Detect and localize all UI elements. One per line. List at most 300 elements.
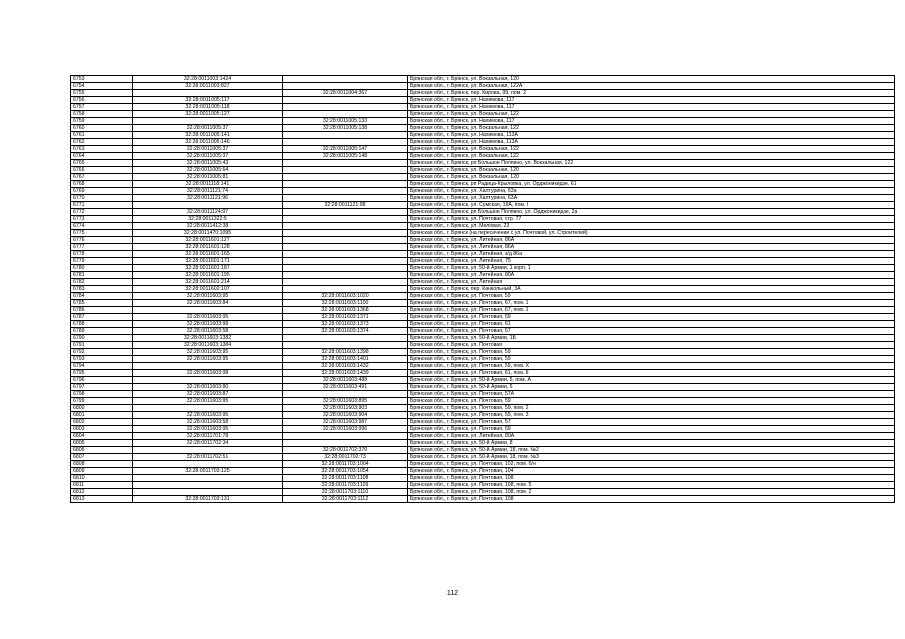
object-cadastral-number-cell: 32:28:0011603:1401 <box>283 356 408 363</box>
address-cell: Брянская обл., г. Брянск, ул. Литейная, 75 <box>408 258 895 265</box>
row-number-cell: 6765 <box>71 160 133 167</box>
table-row <box>71 279 895 286</box>
row-number-cell: 6781 <box>71 272 133 279</box>
table-row <box>71 132 895 139</box>
table-row <box>71 300 895 307</box>
table-row <box>71 209 895 216</box>
object-cadastral-number-cell <box>283 433 408 440</box>
table-row <box>71 97 895 104</box>
address-cell: Брянская обл., г. Брянск, ул. Почтовая, 104 <box>408 468 895 475</box>
table-row <box>71 237 895 244</box>
object-cadastral-number-cell: 32:28:0011703:1054 <box>283 468 408 475</box>
address-cell: Брянская обл., г. Брянск, ул. Вокзальная, 122 <box>408 125 895 132</box>
table-row <box>71 111 895 118</box>
row-number-cell: 6779 <box>71 258 133 265</box>
address-cell: Брянская обл., г. Брянск, ул. Почтовая, 59 <box>408 426 895 433</box>
row-number-cell: 6800 <box>71 405 133 412</box>
table-row <box>71 440 895 447</box>
land-cadastral-number-cell: 32:28:0011005:146 <box>133 139 283 146</box>
address-cell: Брянская обл., г. Брянск, ул. Почтовая, 67, пом. 1 <box>408 300 895 307</box>
address-cell: Брянская обл., г. Брянск, ул. Литейная, 86А <box>408 237 895 244</box>
table-row <box>71 286 895 293</box>
table-row <box>71 461 895 468</box>
table-row <box>71 363 895 370</box>
land-cadastral-number-cell: 32:28:0011118:141 <box>133 181 283 188</box>
land-cadastral-number-cell: 32:28:0011603:98 <box>133 321 283 328</box>
object-cadastral-number-cell <box>283 111 408 118</box>
row-number-cell: 6776 <box>71 237 133 244</box>
table-row <box>71 412 895 419</box>
land-cadastral-number-cell: 32:28:0011322:5 <box>133 216 283 223</box>
land-cadastral-number-cell: 32:28:0011005:127 <box>133 111 283 118</box>
table-row <box>71 153 895 160</box>
table-row <box>71 272 895 279</box>
address-cell: Брянская обл., г. Брянск, ул. Меловая, 23 <box>408 223 895 230</box>
land-cadastral-number-cell: 32:28:0011603:1382 <box>133 335 283 342</box>
row-number-cell: 6811 <box>71 482 133 489</box>
object-cadastral-number-cell <box>283 230 408 237</box>
address-cell: Брянская обл., г. Брянск, ул. Почтовая, 59, пом. 3 <box>408 412 895 419</box>
land-cadastral-number-cell: 32:28:0011121:74 <box>133 188 283 195</box>
table-row <box>71 181 895 188</box>
address-cell: Брянская обл., г. Брянск, ул. Вокзальная, 120 <box>408 76 895 83</box>
table-row <box>71 496 895 503</box>
row-number-cell: 6810 <box>71 475 133 482</box>
land-cadastral-number-cell <box>133 202 283 209</box>
row-number-cell: 6783 <box>71 286 133 293</box>
object-cadastral-number-cell: 32:28:0011603:1374 <box>283 328 408 335</box>
property-table-body <box>71 76 895 503</box>
row-number-cell: 6772 <box>71 209 133 216</box>
table-row <box>71 125 895 132</box>
row-number-cell: 6795 <box>71 370 133 377</box>
land-cadastral-number-cell: 32:28:0011603:95 <box>133 398 283 405</box>
address-cell: Брянская обл., г. Брянск, ул. Почтовая, 67, пом. 1 <box>408 307 895 314</box>
row-number-cell: 6767 <box>71 174 133 181</box>
land-cadastral-number-cell <box>133 461 283 468</box>
table-row <box>71 146 895 153</box>
object-cadastral-number-cell: 32:28:0011603:1439 <box>283 370 408 377</box>
land-cadastral-number-cell: 32:28:0011124:97 <box>133 209 283 216</box>
object-cadastral-number-cell: 32:28:0011004:367 <box>283 90 408 97</box>
table-row <box>71 489 895 496</box>
table-row <box>71 167 895 174</box>
land-cadastral-number-cell: 32:28:0011601:171 <box>133 258 283 265</box>
row-number-cell: 6764 <box>71 153 133 160</box>
row-number-cell: 6769 <box>71 188 133 195</box>
address-cell: Брянская обл., г. Брянск, ул. Почтовая, 108, пом. 5 <box>408 482 895 489</box>
table-row <box>71 174 895 181</box>
row-number-cell: 6801 <box>71 412 133 419</box>
row-number-cell: 6760 <box>71 125 133 132</box>
land-cadastral-number-cell: 32:28:0011603:58 <box>133 328 283 335</box>
table-row <box>71 230 895 237</box>
table-row <box>71 160 895 167</box>
address-cell: Брянская обл., г. Брянск, рп Большое Полпино, ул. Вокзальная, 122 <box>408 160 895 167</box>
object-cadastral-number-cell: 32:28:0011703:1110 <box>283 489 408 496</box>
address-cell: Брянская обл., г. Брянск, ул. Почтовая, 108 <box>408 475 895 482</box>
object-cadastral-number-cell <box>283 181 408 188</box>
object-cadastral-number-cell <box>283 279 408 286</box>
table-row <box>71 139 895 146</box>
object-cadastral-number-cell: 32:28:0011603:996 <box>283 426 408 433</box>
row-number-cell: 6787 <box>71 314 133 321</box>
address-cell: Брянская обл., г. Брянск, ул. Почтовая, 59 <box>408 314 895 321</box>
table-row <box>71 349 895 356</box>
object-cadastral-number-cell <box>283 265 408 272</box>
table-row <box>71 391 895 398</box>
object-cadastral-number-cell <box>283 188 408 195</box>
row-number-cell: 6753 <box>71 76 133 83</box>
row-number-cell: 6757 <box>71 104 133 111</box>
row-number-cell: 6777 <box>71 244 133 251</box>
row-number-cell: 6756 <box>71 97 133 104</box>
table-row <box>71 321 895 328</box>
object-cadastral-number-cell <box>283 237 408 244</box>
land-cadastral-number-cell <box>133 307 283 314</box>
object-cadastral-number-cell: 32:28:0011603:1020 <box>283 293 408 300</box>
object-cadastral-number-cell <box>283 391 408 398</box>
row-number-cell: 6798 <box>71 391 133 398</box>
address-cell: Брянская обл., г. Брянск, ул. Вокзальная, 120 <box>408 167 895 174</box>
land-cadastral-number-cell: 32:28:0011702:34 <box>133 440 283 447</box>
row-number-cell: 6761 <box>71 132 133 139</box>
table-row <box>71 293 895 300</box>
address-cell: Брянская обл., г. Брянск, ул. 50-й Армии, 18, пом. №3 <box>408 454 895 461</box>
land-cadastral-number-cell <box>133 482 283 489</box>
row-number-cell: 6789 <box>71 328 133 335</box>
row-number-cell: 6775 <box>71 230 133 237</box>
page-number: 112 <box>446 590 459 597</box>
row-number-cell: 6809 <box>71 468 133 475</box>
land-cadastral-number-cell: 32:28:0011703:125 <box>133 468 283 475</box>
object-cadastral-number-cell: 32:28:0011603:895 <box>283 398 408 405</box>
address-cell: Брянская обл., г. Брянск, рп Большое Полпино, ул. Орджоникидзе, 2а <box>408 209 895 216</box>
object-cadastral-number-cell: 32:28:0011603:904 <box>283 412 408 419</box>
table-row <box>71 104 895 111</box>
row-number-cell: 6802 <box>71 419 133 426</box>
row-number-cell: 6771 <box>71 202 133 209</box>
address-cell: Брянская обл., г. Брянск, ул. Почтовая, 108, пом. 2 <box>408 489 895 496</box>
address-cell: Брянская обл., г. Брянск, ул. Литейная, з/д 86а <box>408 251 895 258</box>
row-number-cell: 6758 <box>71 111 133 118</box>
object-cadastral-number-cell <box>283 104 408 111</box>
row-number-cell: 6808 <box>71 461 133 468</box>
address-cell: Брянская обл., г. Брянск, ул. Нахимова, 113А <box>408 139 895 146</box>
address-cell: Брянская обл., г. Брянск, ул. 50-й Армии, 5 <box>408 384 895 391</box>
address-cell: Брянская обл., г. Брянск, ул. Нахимова, 117 <box>408 104 895 111</box>
table-row <box>71 195 895 202</box>
address-cell: Брянская обл., г. Брянск, ул. Почтовая, 57 <box>408 328 895 335</box>
land-cadastral-number-cell <box>133 363 283 370</box>
land-cadastral-number-cell <box>133 489 283 496</box>
row-number-cell: 6785 <box>71 300 133 307</box>
row-number-cell: 6790 <box>71 335 133 342</box>
object-cadastral-number-cell <box>283 76 408 83</box>
land-cadastral-number-cell: 32:28:0011412:38 <box>133 223 283 230</box>
table-row <box>71 370 895 377</box>
object-cadastral-number-cell <box>283 139 408 146</box>
land-cadastral-number-cell: 32:28:0011603:1384 <box>133 342 283 349</box>
land-cadastral-number-cell: 32:28:0011005:37 <box>133 153 283 160</box>
row-number-cell: 6766 <box>71 167 133 174</box>
table-row <box>71 90 895 97</box>
row-number-cell: 6778 <box>71 251 133 258</box>
table-row <box>71 356 895 363</box>
object-cadastral-number-cell: 32:28:0011603:1100 <box>283 300 408 307</box>
table-row <box>71 307 895 314</box>
object-cadastral-number-cell <box>283 160 408 167</box>
table-row <box>71 118 895 125</box>
object-cadastral-number-cell <box>283 223 408 230</box>
land-cadastral-number-cell: 32:28:0011603:95 <box>133 412 283 419</box>
row-number-cell: 6759 <box>71 118 133 125</box>
row-number-cell: 6799 <box>71 398 133 405</box>
address-cell: Брянская обл., г. Брянск, ул. Почтовая, 61 <box>408 321 895 328</box>
address-cell: Брянская обл., г. Брянск, ул. Почтовая, 59 <box>408 398 895 405</box>
row-number-cell: 6804 <box>71 433 133 440</box>
address-cell: Брянская обл., г. Брянск, ул. Почтовая, 59 <box>408 293 895 300</box>
table-row <box>71 244 895 251</box>
land-cadastral-number-cell: 32:28:0011005:43 <box>133 160 283 167</box>
address-cell: Брянская обл., г. Брянск, ул. 50-й Армии, 1Б <box>408 335 895 342</box>
object-cadastral-number-cell: 32:28:0011005:138 <box>283 125 408 132</box>
object-cadastral-number-cell: 32:28:0011603:488 <box>283 377 408 384</box>
land-cadastral-number-cell <box>133 475 283 482</box>
row-number-cell: 6780 <box>71 265 133 272</box>
object-cadastral-number-cell <box>283 342 408 349</box>
table-row <box>71 335 895 342</box>
object-cadastral-number-cell <box>283 244 408 251</box>
address-cell: Брянская обл., г. Брянск, ул. Литейная, 86А <box>408 244 895 251</box>
row-number-cell: 6788 <box>71 321 133 328</box>
table-row <box>71 251 895 258</box>
address-cell: Брянская обл., г. Брянск, ул. 50-й Армии, 5, пом. А <box>408 377 895 384</box>
object-cadastral-number-cell <box>283 83 408 90</box>
row-number-cell: 6796 <box>71 377 133 384</box>
address-cell: Брянская обл., г. Брянск, ул. Вокзальная, 122 <box>408 153 895 160</box>
land-cadastral-number-cell: 32:28:0011005:118 <box>133 104 283 111</box>
land-cadastral-number-cell: 32:28:0011603:58 <box>133 419 283 426</box>
object-cadastral-number-cell <box>283 167 408 174</box>
row-number-cell: 6786 <box>71 307 133 314</box>
address-cell: Брянская обл., г. Брянск, ул. Почтовая, 61, пом. II <box>408 370 895 377</box>
row-number-cell: 6793 <box>71 356 133 363</box>
address-cell: Брянская обл., г. Брянск, ул. Литейная <box>408 279 895 286</box>
object-cadastral-number-cell <box>283 251 408 258</box>
object-cadastral-number-cell: 32:28:0011702:370 <box>283 447 408 454</box>
table-row <box>71 454 895 461</box>
address-cell: Брянская обл., г. Брянск, ул. Литейная, 80А <box>408 272 895 279</box>
address-cell: Брянская обл., г. Брянск, ул. Вокзальная, 122 <box>408 146 895 153</box>
land-cadastral-number-cell <box>133 118 283 125</box>
object-cadastral-number-cell: 32:28:0011703:1004 <box>283 461 408 468</box>
land-cadastral-number-cell: 32:28:0011603:84 <box>133 300 283 307</box>
table-row <box>71 328 895 335</box>
land-cadastral-number-cell: 32:28:0011603:95 <box>133 314 283 321</box>
table-row <box>71 377 895 384</box>
address-cell: Брянская обл., г. Брянск, ул. Почтовая, 102, пом. б/н <box>408 461 895 468</box>
land-cadastral-number-cell: 32:28:0011701:78 <box>133 433 283 440</box>
land-cadastral-number-cell <box>133 90 283 97</box>
table-row <box>71 202 895 209</box>
table-row <box>71 433 895 440</box>
land-cadastral-number-cell: 32:28:0011601:214 <box>133 279 283 286</box>
object-cadastral-number-cell: 32:28:0011005:133 <box>283 118 408 125</box>
table-row <box>71 216 895 223</box>
table-row <box>71 188 895 195</box>
row-number-cell: 6755 <box>71 90 133 97</box>
address-cell: Брянская обл., г. Брянск, ул. Нахимова, 113А <box>408 132 895 139</box>
table-row <box>71 482 895 489</box>
land-cadastral-number-cell: 32:28:0011602:107 <box>133 286 283 293</box>
table-row <box>71 447 895 454</box>
row-number-cell: 6805 <box>71 440 133 447</box>
row-number-cell: 6813 <box>71 496 133 503</box>
object-cadastral-number-cell <box>283 195 408 202</box>
land-cadastral-number-cell: 32:28:0011603:95 <box>133 349 283 356</box>
object-cadastral-number-cell: 32:28:0011603:1432 <box>283 363 408 370</box>
address-cell: Брянская обл., г. Брянск, ул. Халтурина, 63А <box>408 195 895 202</box>
object-cadastral-number-cell: 32:28:0011603:1371 <box>283 314 408 321</box>
table-row <box>71 419 895 426</box>
table-row <box>71 426 895 433</box>
table-row <box>71 475 895 482</box>
address-cell: Брянская обл., г. Брянск, ул. Почтовая, 59 <box>408 356 895 363</box>
address-cell: Брянская обл., г. Брянск, ул. Вокзальная, 122А <box>408 83 895 90</box>
row-number-cell: 6774 <box>71 223 133 230</box>
address-cell: Брянская обл., г. Брянск, пер. Канкольный, 3А <box>408 286 895 293</box>
address-cell: Брянская обл., г. Брянск, пер. Кирова, 99, пом. 2 <box>408 90 895 97</box>
object-cadastral-number-cell: 32:28:0011703:1112 <box>283 496 408 503</box>
table-row <box>71 314 895 321</box>
address-cell: Брянская обл., г. Брянск, ул. 50-й Армии, 8 <box>408 440 895 447</box>
row-number-cell: 6762 <box>71 139 133 146</box>
object-cadastral-number-cell: 32:28:0011121:98 <box>283 202 408 209</box>
address-cell: Брянская обл., г. Брянск, ул. Почтовая, 59, пом. Х <box>408 363 895 370</box>
object-cadastral-number-cell: 32:28:0011603:491 <box>283 384 408 391</box>
object-cadastral-number-cell <box>283 209 408 216</box>
object-cadastral-number-cell: 32:28:0011703:1108 <box>283 475 408 482</box>
address-cell: Брянская обл., г. Брянск, ул. Почтовая, 57А <box>408 391 895 398</box>
address-cell: Брянская обл., г. Брянск, ул. Почтовая, стр. 77 <box>408 216 895 223</box>
object-cadastral-number-cell: 32:28:0011603:903 <box>283 405 408 412</box>
table-row <box>71 83 895 90</box>
land-cadastral-number-cell: 32:28:0011603:95 <box>133 293 283 300</box>
row-number-cell: 6782 <box>71 279 133 286</box>
land-cadastral-number-cell: 32:28:0011603:87 <box>133 391 283 398</box>
land-cadastral-number-cell: 32:28:0011603:95 <box>133 426 283 433</box>
land-cadastral-number-cell: 32:28:0011005:64 <box>133 167 283 174</box>
row-number-cell: 6754 <box>71 83 133 90</box>
object-cadastral-number-cell <box>283 272 408 279</box>
table-row <box>71 405 895 412</box>
address-cell: Брянская обл., г. Брянск, ул. Халтурина, 63а <box>408 188 895 195</box>
object-cadastral-number-cell: 32:28:0011005:148 <box>283 153 408 160</box>
row-number-cell: 6803 <box>71 426 133 433</box>
address-cell: Брянская обл., г. Брянск, ул. Литейная, 80А <box>408 433 895 440</box>
address-cell: Брянская обл., г. Брянск, ул. Сумская, 19А, пом. I <box>408 202 895 209</box>
object-cadastral-number-cell: 32:28:0011603:1398 <box>283 349 408 356</box>
table-row <box>71 384 895 391</box>
row-number-cell: 6763 <box>71 146 133 153</box>
row-number-cell: 6792 <box>71 349 133 356</box>
land-cadastral-number-cell: 32:28:0011601:195 <box>133 272 283 279</box>
land-cadastral-number-cell: 32:28:0011005:141 <box>133 132 283 139</box>
object-cadastral-number-cell <box>283 440 408 447</box>
row-number-cell: 6784 <box>71 293 133 300</box>
land-cadastral-number-cell: 32:28:0011603:95 <box>133 356 283 363</box>
land-cadastral-number-cell <box>133 377 283 384</box>
object-cadastral-number-cell <box>283 132 408 139</box>
object-cadastral-number-cell <box>283 174 408 181</box>
land-cadastral-number-cell: 32:28:0011601:128 <box>133 244 283 251</box>
address-cell: Брянская обл., г. Брянск, ул. Нахимова, 117 <box>408 97 895 104</box>
row-number-cell: 6812 <box>71 489 133 496</box>
row-number-cell: 6794 <box>71 363 133 370</box>
address-cell: Брянская обл., г. Брянск, ул. 50-й Армии, 1 корп. 1 <box>408 265 895 272</box>
object-cadastral-number-cell <box>283 286 408 293</box>
object-cadastral-number-cell: 32:28:0011603:1368 <box>283 307 408 314</box>
address-cell: Брянская обл., г. Брянск, ул. Почтовая, 108 <box>408 496 895 503</box>
object-cadastral-number-cell <box>283 216 408 223</box>
address-cell: Брянская обл., г. Брянск, рп Радица-Крыловка, ул. Орджоникидзе, 61 <box>408 181 895 188</box>
address-cell: Брянская обл., г. Брянск, ул. Почтовая, 59 <box>408 349 895 356</box>
land-cadastral-number-cell: 32:28:0011702:51 <box>133 454 283 461</box>
land-cadastral-number-cell: 32:28:0011005:37 <box>133 125 283 132</box>
row-number-cell: 6797 <box>71 384 133 391</box>
row-number-cell: 6791 <box>71 342 133 349</box>
address-cell: Брянская обл., г. Брянск, ул. Почтовая <box>408 342 895 349</box>
object-cadastral-number-cell <box>283 258 408 265</box>
object-cadastral-number-cell <box>283 335 408 342</box>
land-cadastral-number-cell <box>133 405 283 412</box>
table-row <box>71 76 895 83</box>
address-cell: Брянская обл., г. Брянск, ул. Нахимова, 117 <box>408 118 895 125</box>
land-cadastral-number-cell: 32:28:0011005:81 <box>133 174 283 181</box>
address-cell: Брянская обл., г. Брянск, ул. Почтовая, 57 <box>408 419 895 426</box>
table-row <box>71 468 895 475</box>
object-cadastral-number-cell <box>283 97 408 104</box>
row-number-cell: 6807 <box>71 454 133 461</box>
address-cell: Брянская обл., г. Брянск, ул. Почтовая, 59, пом. 2 <box>408 405 895 412</box>
property-table <box>70 75 895 503</box>
row-number-cell: 6773 <box>71 216 133 223</box>
land-cadastral-number-cell: 32:28:0011601:187 <box>133 265 283 272</box>
address-cell: Брянская обл., г. Брянск, ул. Вокзальная, 120 <box>408 174 895 181</box>
land-cadastral-number-cell: 32:28:0011121:96 <box>133 195 283 202</box>
land-cadastral-number-cell: 32:28:0011601:165 <box>133 251 283 258</box>
land-cadastral-number-cell: 32:28:0011005:117 <box>133 97 283 104</box>
land-cadastral-number-cell <box>133 447 283 454</box>
table-row <box>71 398 895 405</box>
land-cadastral-number-cell: 32:28:0011003:827 <box>133 83 283 90</box>
address-cell: Брянская обл., г. Брянск (на пересечении с ул. Почтовой, ул. Строителей) <box>408 230 895 237</box>
land-cadastral-number-cell: 32:28:0011601:127 <box>133 237 283 244</box>
land-cadastral-number-cell: 32:28:0011470:1095 <box>133 230 283 237</box>
table-row <box>71 342 895 349</box>
land-cadastral-number-cell: 32:28:0011003:1424 <box>133 76 283 83</box>
row-number-cell: 6770 <box>71 195 133 202</box>
land-cadastral-number-cell: 32:28:0011005:37 <box>133 146 283 153</box>
object-cadastral-number-cell: 32:28:0011603:987 <box>283 419 408 426</box>
row-number-cell: 6768 <box>71 181 133 188</box>
address-cell: Брянская обл., г. Брянск, ул. 50-й Армии, 18, пом. №2 <box>408 447 895 454</box>
object-cadastral-number-cell: 32:28:0011005:147 <box>283 146 408 153</box>
address-cell: Брянская обл., г. Брянск, ул. Вокзальная, 122 <box>408 111 895 118</box>
object-cadastral-number-cell: 32:28:0011703:1109 <box>283 482 408 489</box>
land-cadastral-number-cell: 32:28:0011703:131 <box>133 496 283 503</box>
